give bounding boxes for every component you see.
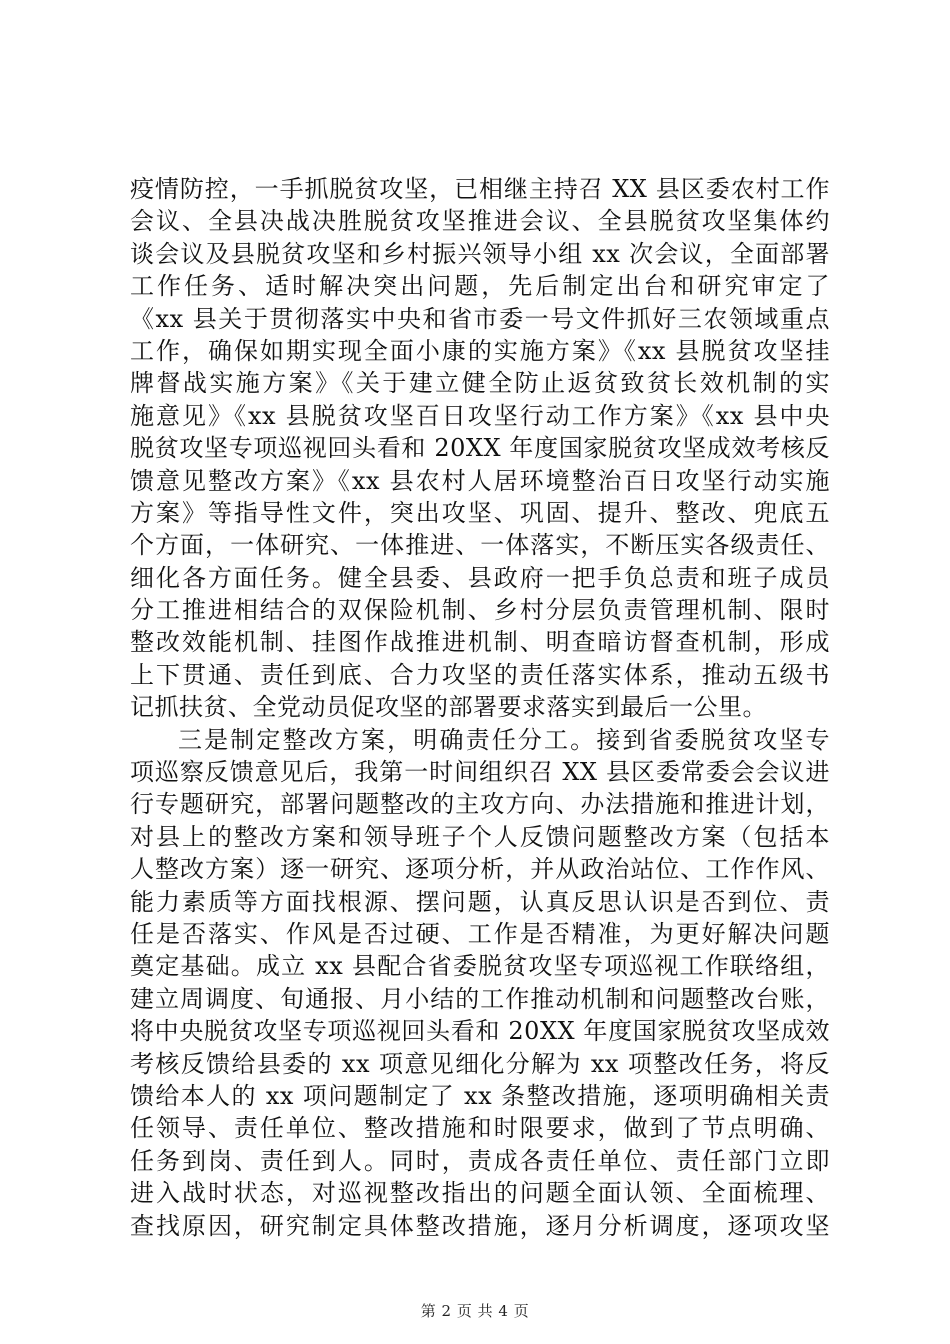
text-line: 会议、全县决战决胜脱贫攻坚推进会议、全县脱贫攻坚集体约 xyxy=(130,207,830,236)
text-line: 细化各方面任务。健全县委、县政府一把手负总责和班子成员 xyxy=(130,563,830,592)
text-line: 馈意见整改方案》《xx 县农村人居环境整治百日攻坚行动实施 xyxy=(130,466,830,495)
text-line: 查找原因，研究制定具体整改措施，逐月分析调度，逐项攻坚 xyxy=(130,1211,830,1240)
text-line: 行专题研究，部署问题整改的主攻方向、办法措施和推进计划， xyxy=(130,790,830,819)
paragraph-1 xyxy=(130,173,830,724)
text-line: 项巡察反馈意见后，我第一时间组织召 XX 县区委常委会会议进 xyxy=(130,758,830,787)
text-line: 任是否落实、作风是否过硬、工作是否精准，为更好解决问题 xyxy=(130,919,830,948)
text-line: 方案》等指导性文件，突出攻坚、巩固、提升、整改、兜底五 xyxy=(130,498,830,527)
text-line: 工作任务、适时解决突出问题，先后制定出台和研究审定了 xyxy=(130,272,830,301)
document-body xyxy=(130,173,830,1242)
text-line: 对县上的整改方案和领导班子个人反馈问题整改方案（包括本 xyxy=(130,822,830,851)
text-line: 能力素质等方面找根源、摆问题，认真反思认识是否到位、责 xyxy=(130,887,830,916)
text-line: 记抓扶贫、全党动员促攻坚的部署要求落实到最后一公里。 xyxy=(130,693,767,722)
text-line: 整改效能机制、挂图作战推进机制、明查暗访督查机制，形成 xyxy=(130,628,830,657)
paragraph-2 xyxy=(130,724,830,1242)
text-line: 三是制定整改方案，明确责任分工。接到省委脱贫攻坚专 xyxy=(178,725,830,754)
text-line: 考核反馈给县委的 xx 项意见细化分解为 xx 项整改任务，将反 xyxy=(130,1049,830,1078)
text-line: 个方面，一体研究、一体推进、一体落实，不断压实各级责任、 xyxy=(130,531,830,560)
text-line: 谈会议及县脱贫攻坚和乡村振兴领导小组 xx 次会议，全面部署 xyxy=(130,239,830,268)
page-footer: 第 2 页 共 4 页 xyxy=(420,1302,530,1320)
text-line: 进入战时状态，对巡视整改指出的问题全面认领、全面梳理、 xyxy=(130,1179,830,1208)
text-line: 《xx 县关于贯彻落实中央和省市委一号文件抓好三农领域重点 xyxy=(130,304,830,333)
text-line: 分工推进相结合的双保险机制、乡村分层负责管理机制、限时 xyxy=(130,596,830,625)
text-line: 施意见》《xx 县脱贫攻坚百日攻坚行动工作方案》《xx 县中央 xyxy=(130,401,830,430)
text-line: 馈给本人的 xx 项问题制定了 xx 条整改措施，逐项明确相关责 xyxy=(130,1081,830,1110)
text-line: 脱贫攻坚专项巡视回头看和 20XX 年度国家脱贫攻坚成效考核反 xyxy=(130,434,830,463)
text-line: 人整改方案）逐一研究、逐项分析，并从政治站位、工作作风、 xyxy=(130,855,830,884)
text-line: 将中央脱贫攻坚专项巡视回头看和 20XX 年度国家脱贫攻坚成效 xyxy=(130,1017,830,1046)
text-line: 奠定基础。成立 xx 县配合省委脱贫攻坚专项巡视工作联络组， xyxy=(130,952,830,981)
text-line: 任领导、责任单位、整改措施和时限要求，做到了节点明确、 xyxy=(130,1114,830,1143)
text-line: 上下贯通、责任到底、合力攻坚的责任落实体系，推动五级书 xyxy=(130,660,830,689)
text-line: 工作，确保如期实现全面小康的实施方案》《xx 县脱贫攻坚挂 xyxy=(130,336,830,365)
text-line: 建立周调度、旬通报、月小结的工作推动机制和问题整改台账， xyxy=(130,984,830,1013)
text-line: 疫情防控，一手抓脱贫攻坚，已相继主持召 XX 县区委农村工作 xyxy=(130,175,830,203)
text-line: 任务到岗、责任到人。同时，责成各责任单位、责任部门立即 xyxy=(130,1146,830,1175)
text-line: 牌督战实施方案》《关于建立健全防止返贫致贫长效机制的实 xyxy=(130,369,830,398)
